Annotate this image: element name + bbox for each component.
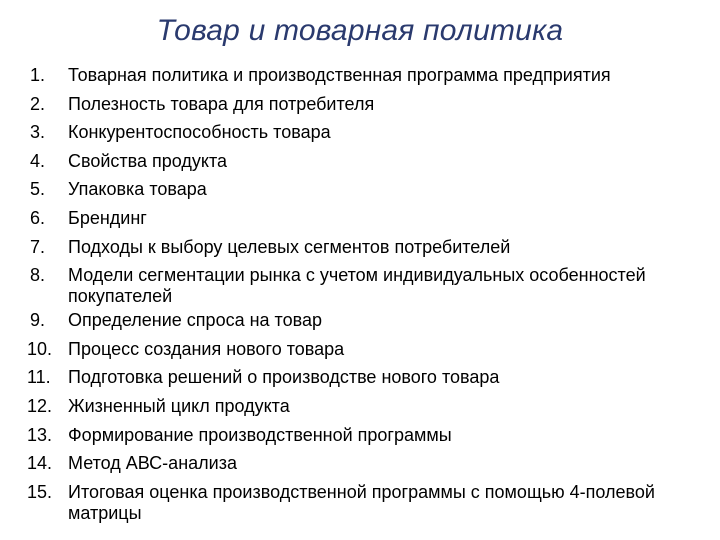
list-item [27, 453, 700, 474]
item-text: Формирование производственной программы [68, 424, 452, 445]
item-text: Подходы к выбору целевых сегментов потребителей [68, 236, 511, 257]
item-number: 2. [30, 93, 46, 114]
item-number: 14. [27, 453, 53, 474]
list-item [30, 151, 700, 172]
slide-title: Товар и товарная политика [156, 14, 564, 47]
item-number: 1. [30, 65, 46, 85]
list-item [30, 208, 700, 229]
list-item [30, 265, 700, 307]
item-number: 13. [27, 424, 53, 445]
item-text: Подготовка решений о производстве нового товара [68, 367, 500, 388]
list-item [27, 367, 700, 388]
item-text: Упаковка товара [68, 179, 207, 200]
list-item [27, 338, 700, 360]
item-text: Конкурентоспособность товара [68, 122, 331, 143]
item-text: Свойства продукта [68, 150, 228, 171]
item-text: Брендинг [68, 207, 147, 228]
item-number: 9. [30, 310, 46, 331]
topic-list [27, 65, 700, 527]
list-item [30, 237, 700, 258]
list-item [27, 395, 700, 417]
item-number: 6. [30, 207, 46, 228]
item-number: 10. [27, 338, 53, 359]
item-number: 3. [30, 122, 46, 143]
item-text: Процесс создания нового товара [68, 338, 345, 359]
item-text: Модели сегментации рынка с учетом индивидуальных особенностей покупателей [68, 265, 646, 307]
item-text: Определение спроса на товар [68, 310, 322, 331]
list-item [30, 179, 700, 200]
item-number: 15. [27, 481, 53, 502]
item-number: 7. [30, 236, 46, 257]
list-item [30, 94, 700, 115]
item-text: Товарная политика и производственная программа предприятия [68, 65, 611, 85]
item-text: Полезность товара для потребителя [68, 93, 375, 114]
list-item [30, 122, 700, 143]
item-number: 8. [30, 265, 46, 286]
list-item [27, 481, 700, 524]
item-text: Итоговая оценка производственной программы с помощью 4-полевой матрицы [68, 481, 655, 523]
item-text: Жизненный цикл продукта [68, 395, 290, 416]
list-item [27, 424, 700, 446]
list-item [30, 65, 700, 86]
item-number: 4. [30, 150, 46, 171]
item-number: 11. [27, 367, 51, 388]
item-number: 12. [27, 395, 53, 416]
item-number: 5. [30, 179, 46, 200]
item-text: Метод АВС-анализа [68, 453, 237, 474]
list-item [30, 310, 700, 331]
